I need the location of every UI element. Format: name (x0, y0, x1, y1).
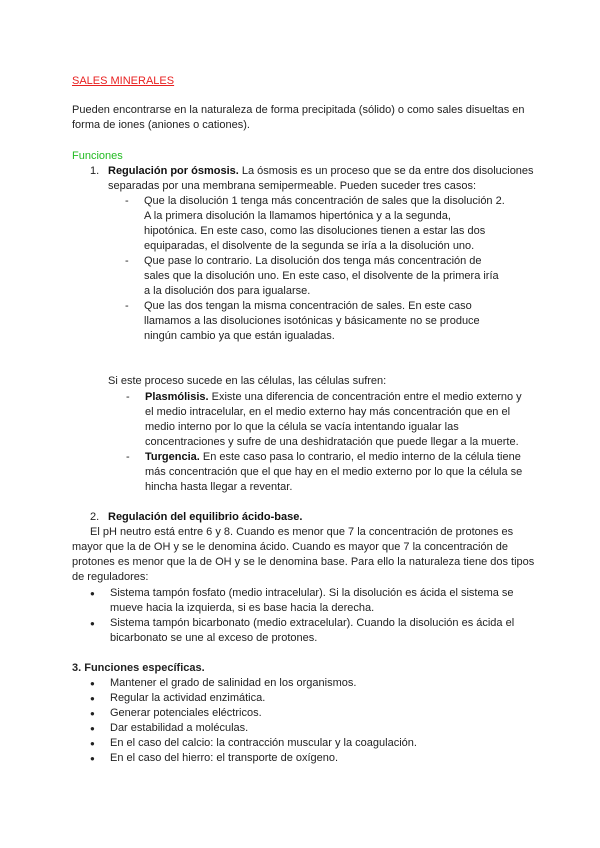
list-item: ● En el caso del calcio: la contracción muscular y la coagulación. (90, 736, 530, 751)
section-specific-heading: 3. Funciones específicas. (72, 662, 205, 674)
section-osmosis (90, 164, 535, 344)
list-item: - Que las dos tengan la misma concentración de sales. En este caso llamamos a las disoluciones isotónicas y básicamente no se produce ningún cambio ya que están igualadas. (125, 299, 505, 344)
term-text: Existe una diferencia de concentración entre el medio externo y el medio intracelular, en el medio externo hay más concentración que en el medio interno por lo que la célula se vacía intentando igualar las concentraciones y sufre de una deshidratación que puede llegar a la muerte. (145, 391, 522, 448)
section-title: Regulación por ósmosis. (108, 165, 239, 177)
buffer-list (90, 586, 530, 646)
document-title: SALES MINERALES (72, 75, 175, 87)
specific-functions-list (90, 676, 530, 766)
osmosis-cases-list (125, 194, 505, 344)
section-number: 2. (90, 511, 100, 523)
list-item: ● Sistema tampón bicarbonato (medio extracelular). Cuando la disolución es ácida el bicarbonato se une al exceso de protones. (90, 616, 530, 646)
list-item: ● En el caso del hierro: el transporte de oxígeno. (90, 751, 530, 766)
functions-heading: Funciones (72, 150, 123, 162)
list-item: ● Mantener el grado de salinidad en los organismos. (90, 676, 530, 691)
section-osmosis-body (108, 164, 535, 194)
list-item: ● Generar potenciales eléctricos. (90, 706, 530, 721)
cells-intro: Si este proceso sucede en las células, las células sufren: (108, 375, 387, 387)
term-text: En este caso pasa lo contrario, el medio interno de la célula tiene más concentración que el que hay en el medio externo por lo que la célula se hincha hasta llegar a reventar. (145, 451, 523, 493)
section-acid-base-heading (90, 510, 302, 525)
list-item: - Que pase lo contrario. La disolución dos tenga más concentración de sales que la disolución uno. En este caso, el disolvente de la primera iría a la disolución dos para igualarse. (125, 254, 505, 299)
list-item (126, 450, 531, 495)
term: Plasmólisis. (145, 391, 209, 403)
intro-paragraph: Pueden encontrarse en la naturaleza de forma precipitada (sólido) o como sales disueltas en forma de iones (aniones o cationes). (72, 104, 525, 131)
section-acid-base-text (72, 525, 537, 585)
term: Turgencia. (145, 451, 200, 463)
list-item: ● Sistema tampón fosfato (medio intracelular). Si la disolución es ácida el sistema se mueve hacia la izquierda, si es base hacia la derecha. (90, 586, 530, 616)
section-text: La ósmosis es un proceso que se da entre dos disoluciones separadas por una membrana semipermeable. Pueden suceder tres casos: (108, 165, 534, 192)
list-item: - Que la disolución 1 tenga más concentración de sales que la disolución 2. A la primera disolución la llamamos hipertónica y a la segunda, hipotónica. En este caso, como las disoluciones tienen a estar las dos equiparadas, el disolvente de la segunda se iría a la disolución uno. (125, 194, 505, 254)
cells-list (126, 390, 531, 495)
list-item: ● Dar estabilidad a moléculas. (90, 721, 530, 736)
section-text: El pH neutro está entre 6 y 8. Cuando es menor que 7 la concentración de protones es mayor que la de OH y se le denomina ácido. Cuando es mayor que 7 la concentración de protones es menor que la de OH y se le denomina base. Para ello la naturaleza tiene dos tipos de reguladores: (72, 526, 535, 583)
section-number: 1. (90, 165, 100, 177)
list-item: ● Regular la actividad enzimática. (90, 691, 530, 706)
section-title: Regulación del equilibrio ácido-base. (108, 511, 303, 523)
list-item (126, 390, 531, 450)
